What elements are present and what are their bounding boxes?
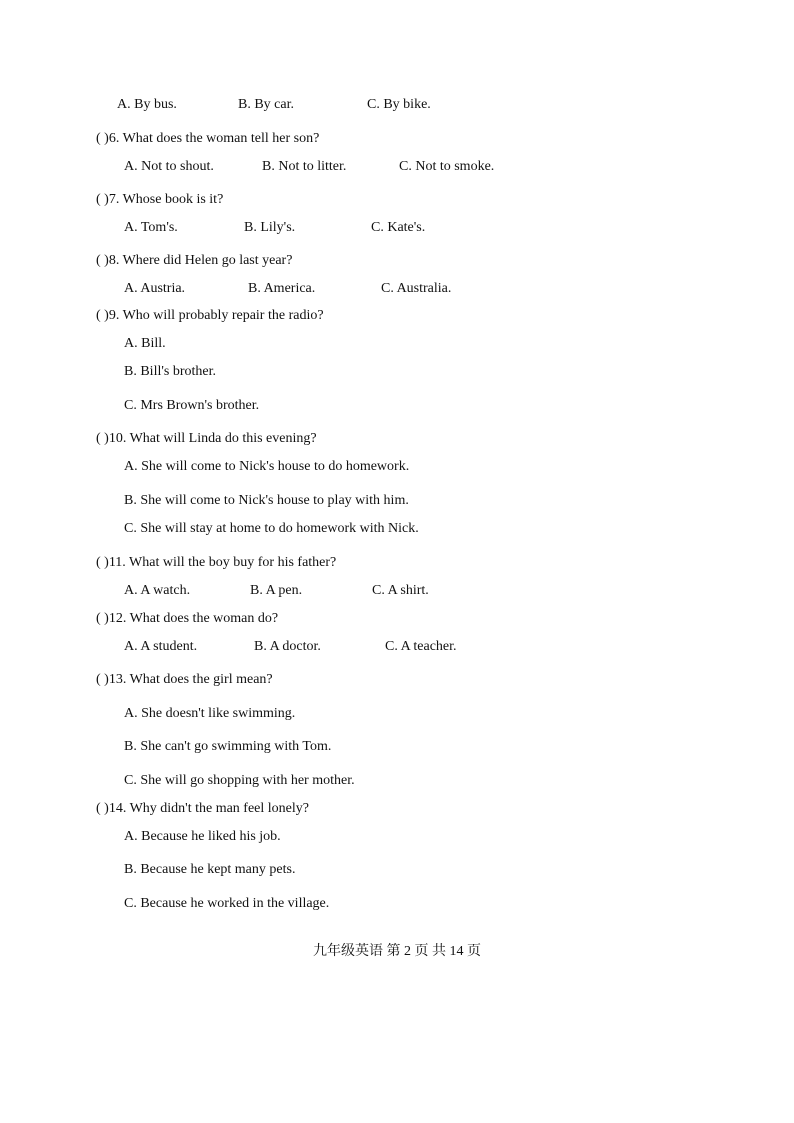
q9-option-a: A. Bill. [124,336,166,351]
q6-option-a: A. Not to shout. [124,159,214,174]
q7-stem: ( )7. Whose book is it? [96,192,224,207]
q5-option-b: B. By car. [238,97,294,112]
q9-option-c: C. Mrs Brown's brother. [124,398,260,413]
q7-option-b: B. Lily's. [244,220,296,235]
q11-option-b: B. A pen. [250,583,303,598]
q11-stem: ( )11. What will the boy buy for his father? [96,555,337,570]
q12-stem: ( )12. What does the woman do? [96,611,279,626]
q14-option-a: A. Because he liked his job. [124,829,281,844]
q14-option-c: C. Because he worked in the village. [124,896,330,911]
q8-stem: ( )8. Where did Helen go last year? [96,253,293,268]
q11-option-c: C. A shirt. [372,583,429,598]
q13-option-b: B. She can't go swimming with Tom. [124,739,332,754]
q6-option-b: B. Not to litter. [262,159,347,174]
q8-option-b: B. America. [248,281,316,296]
q12-option-c: C. A teacher. [385,639,457,654]
q6-stem: ( )6. What does the woman tell her son? [96,131,320,146]
q6-option-c: C. Not to smoke. [399,159,495,174]
q5-option-c: C. By bike. [367,97,431,112]
q9-option-b: B. Bill's brother. [124,364,216,379]
q10-option-c: C. She will stay at home to do homework with Nick. [124,521,419,536]
q14-stem: ( )14. Why didn't the man feel lonely? [96,801,309,816]
q7-option-c: C. Kate's. [371,220,426,235]
page-footer: 九年级英语 第 2 页 共 14 页 [313,944,481,959]
q12-option-b: B. A doctor. [254,639,321,654]
q8-option-a: A. Austria. [124,281,186,296]
q9-stem: ( )9. Who will probably repair the radio? [96,308,324,323]
q5-option-a: A. By bus. [117,97,177,112]
q7-option-a: A. Tom's. [124,220,178,235]
q8-option-c: C. Australia. [381,281,452,296]
q14-option-b: B. Because he kept many pets. [124,862,296,877]
q10-stem: ( )10. What will Linda do this evening? [96,431,317,446]
q13-stem: ( )13. What does the girl mean? [96,672,273,687]
q10-option-a: A. She will come to Nick's house to do homework. [124,459,410,474]
q13-option-c: C. She will go shopping with her mother. [124,773,355,788]
q11-option-a: A. A watch. [124,583,191,598]
q13-option-a: A. She doesn't like swimming. [124,706,296,721]
q10-option-b: B. She will come to Nick's house to play with him. [124,493,409,508]
q12-option-a: A. A student. [124,639,198,654]
